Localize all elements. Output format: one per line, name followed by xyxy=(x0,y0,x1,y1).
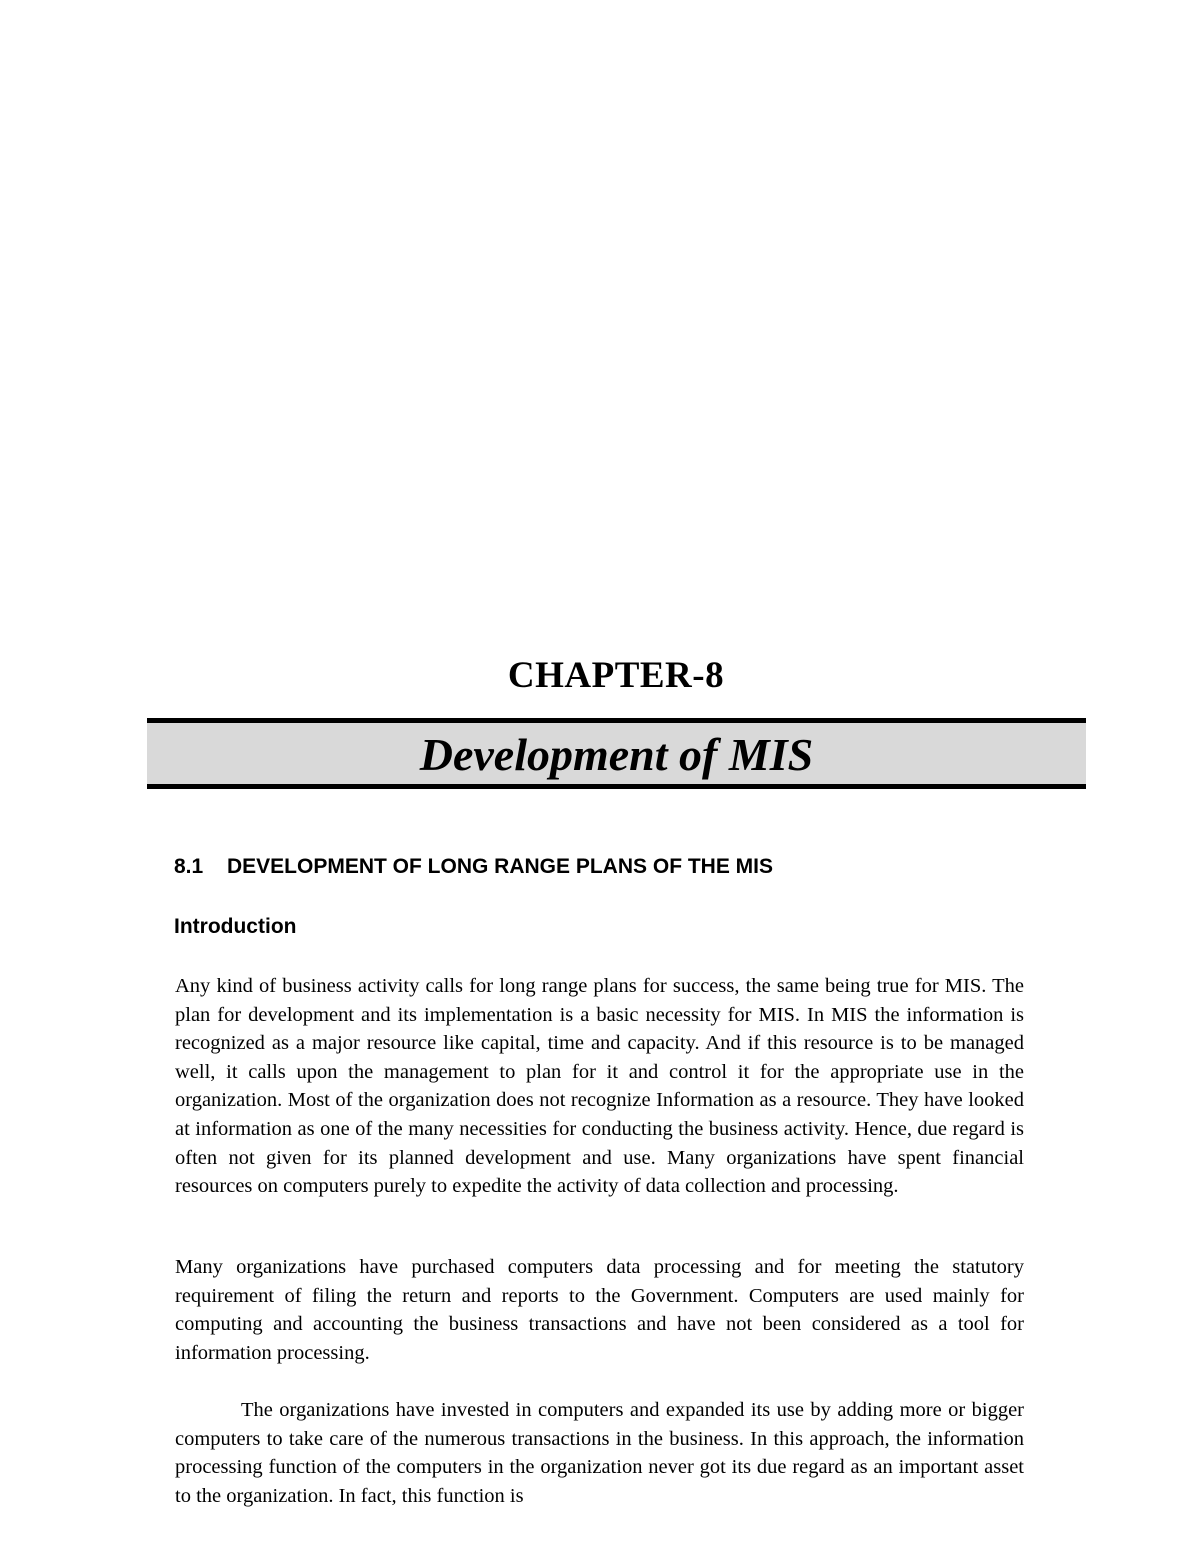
chapter-title: Development of MIS xyxy=(419,729,814,780)
chapter-label: CHAPTER-8 xyxy=(507,655,725,696)
section-title: DEVELOPMENT OF LONG RANGE PLANS OF THE MIS xyxy=(227,855,774,878)
body-paragraph: Any kind of business activity calls for long range plans for success, the same being true for MIS. The plan for development and its implementation is a basic necessity for MIS. In MIS the information is recognized as a major resource like capital, time and capacity. And if this resource is to be managed well, it calls upon the management to plan for it and control it for the appropriate use in the organization. Most of the organization does not recognize Information as a resource. They have looked at information as one of the many necessities for conducting the business activity. Hence, due regard is often not given for its planned development and use. Many organizations have spent financial resources on computers purely to expedite the activity of data collection and processing. xyxy=(175,975,1024,1198)
chapter-title-band xyxy=(147,718,1086,789)
body-paragraph: The organizations have invested in computers and expanded its use by adding more or bigger computers to take care of the numerous transactions in the business. In this approach, the information processing function of the computers in the organization never got its due regard as an important asset to the organization. In fact, this function is xyxy=(175,1399,1024,1507)
body-paragraph: Many organizations have purchased computers data processing and for meeting the statutory requirement of filing the return and reports to the Government. Computers are used mainly for computing and accounting the business transactions and have not been considered as a tool for information processing. xyxy=(175,1256,1024,1364)
section-number: 8.1 xyxy=(174,855,204,878)
section-heading xyxy=(174,854,773,880)
introduction-heading: Introduction xyxy=(174,915,297,938)
